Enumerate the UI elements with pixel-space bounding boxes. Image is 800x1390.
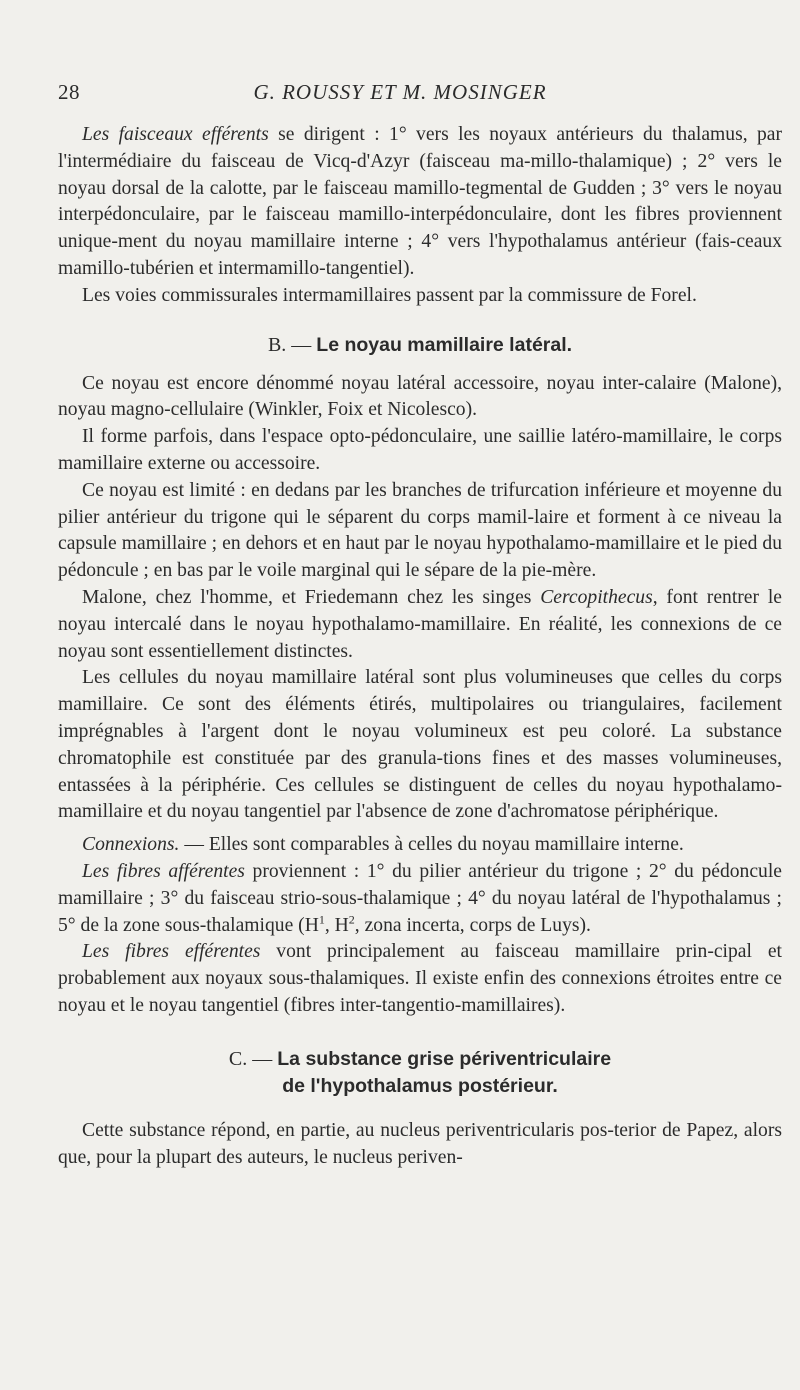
paragraph-efferent-fibers xyxy=(58,122,782,283)
paragraph-lead: Les fibres afférentes xyxy=(82,860,245,882)
paragraph-lead: Les faisceaux efférents xyxy=(82,124,269,145)
paragraph-lead: Connexions. xyxy=(82,834,180,856)
paragraph-text: proviennent : 1° du pilier antérieur du trigone ; 2° du pédoncule mamillaire ; 3° du faisceau strio-sous-thalamique ; 4° du noyau latéral de l'hypothalamus ; 5° de la zone sous-thalamique (H xyxy=(58,860,782,936)
paragraph-afferent-fibers xyxy=(58,859,782,939)
paragraph-text: — Elles sont comparables à celles du noyau mamillaire interne. xyxy=(179,834,684,856)
paragraph-malone xyxy=(58,585,782,665)
section-prefix: B. — xyxy=(267,333,317,356)
superscript: 1 xyxy=(318,911,325,926)
paragraph-cells: Les cellules du noyau mamillaire latéral sont plus volumineuses que celles du corps mamillaire. Ce sont des éléments étirés, multipolaires ou triangulaires, facilement imprégnables à l'argent dont le noyau volumineux est peu coloré. La substance chromatophile est constituée par des granula-tions fines et des masses volumineuses, entassées à la périphérie. Ces cellules se distinguent de celles du noyau hypothalamo-mamillaire et du noyau tangentiel par l'absence de zone d'achromatose périphérique. xyxy=(58,667,782,823)
page-header xyxy=(58,80,742,112)
section-heading-line xyxy=(58,1046,782,1073)
paragraph-text: se dirigent : 1° vers les noyaux antérieurs du thalamus, par l'intermédiaire du faisceau de Vicq-d'Azyr (faisceau ma-millo-thalamique) ; 2° vers le noyau dorsal de la calotte, par le faisceau mamillo-tegmental de Gudden ; 3° vers le noyau interpédonculaire, par le faisceau mamillo-interpédonculaire, dont les fibres proviennent unique-ment du noyau mamillaire interne ; 4° vers l'hypothalamus antérieur (fais-ceaux mamillo-tubérien et intermamillo-tangentiel). xyxy=(58,124,783,279)
paragraph-limits: Ce noyau est limité : en dedans par les branches de trifurcation inférieure et moyenne du pilier antérieur du trigone qui le séparent du corps mamil-laire et forment à ce niveau la capsule mamillaire ; en dehors et en haut par le noyau hypothalamo-mamillaire et le pied du pédoncule ; en bas par le voile marginal qui le sépare de la pie-mère. xyxy=(58,479,782,582)
section-heading-b xyxy=(58,332,782,359)
paragraph-commissural: Les voies commissurales intermamillaires passent par la commissure de Forel. xyxy=(82,284,697,306)
page-number: 28 xyxy=(58,80,80,104)
paragraph-text: , zona incerta, corps de Luys). xyxy=(354,914,591,936)
section-heading-c xyxy=(58,1046,782,1100)
section-heading-line xyxy=(58,1073,782,1100)
paragraph-naming: Ce noyau est encore dénommé noyau latéral accessoire, noyau inter-calaire (Malone), noyau magno-cellulaire (Winkler, Foix et Nicolesco). xyxy=(58,372,782,421)
section-title: Le noyau mamillaire latéral. xyxy=(316,333,573,356)
paragraph-text: , font rentrer le noyau intercalé dans le noyau hypothalamo-mamillaire. En réalité, les connexions de ce noyau sont essentiellement distinctes. xyxy=(58,586,782,662)
superscript: 2 xyxy=(348,911,355,926)
paragraph-form: Il forme parfois, dans l'espace opto-pédonculaire, une saillie latéro-mamillaire, le corps mamillaire externe ou accessoire. xyxy=(58,426,782,474)
paragraph-text: Malone, chez l'homme, et Friedemann chez les singes xyxy=(82,586,541,608)
genus-name: Cercopithecus xyxy=(540,586,653,608)
paragraph-periventricular: Cette substance répond, en partie, au nucleus periventricularis pos-terior de Papez, alors que, pour la plupart des auteurs, le nucleus periven- xyxy=(58,1119,782,1168)
paragraph-connexions xyxy=(58,832,782,859)
running-title: G. ROUSSY ET M. MOSINGER xyxy=(253,80,547,104)
section-title: de l'hypothalamus postérieur. xyxy=(282,1074,558,1097)
page-body xyxy=(58,122,782,1171)
paragraph-efferent-fibers-lateral xyxy=(58,939,782,1019)
paragraph-text: , H xyxy=(324,914,349,936)
section-prefix: C. — xyxy=(228,1047,278,1070)
paragraph-lead: Les fibres efférentes xyxy=(82,941,261,963)
paragraph-text: vont principalement au faisceau mamillaire prin-cipal et probablement aux noyaux sous-thalamiques. Il existe enfin des connexions étroites entre ce noyau et le noyau tangentiel (fibres inter-tangentio-mamillaires). xyxy=(58,941,782,1016)
section-title: La substance grise périventriculaire xyxy=(277,1047,612,1070)
